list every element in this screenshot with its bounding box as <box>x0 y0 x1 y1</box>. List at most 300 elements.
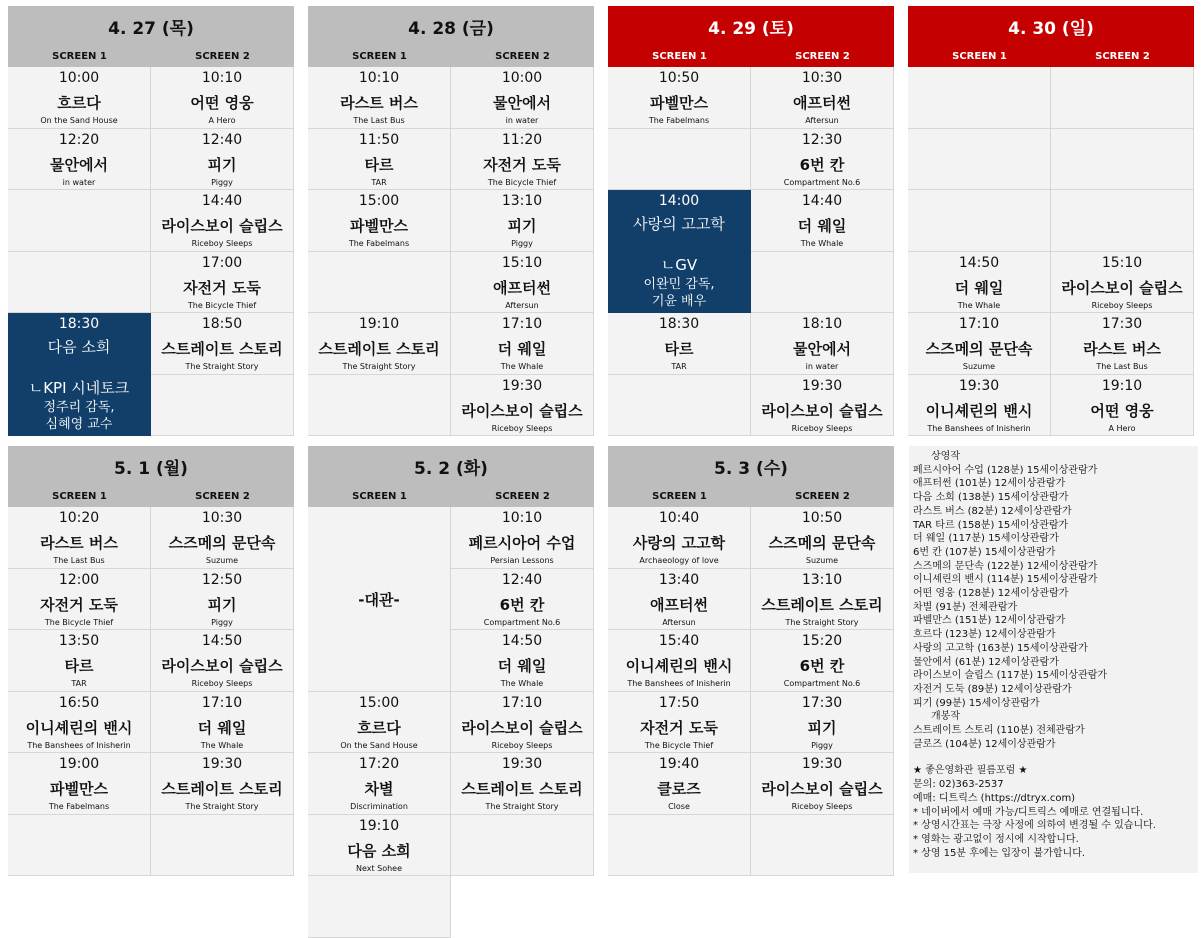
day-panel <box>608 446 894 871</box>
film-title: 타르 <box>664 340 694 358</box>
showtime: 17:10 <box>501 694 543 711</box>
film-english-title: The Bicycle Thief <box>44 617 114 627</box>
showtime: 19:30 <box>958 377 1000 394</box>
film-english-title: The Straight Story <box>342 362 416 371</box>
film-english-title: The Fabelmans <box>348 239 410 248</box>
film-english-title: The Banshees of Inisherin <box>627 679 731 688</box>
empty-slot <box>308 252 451 314</box>
showtime: 15:20 <box>801 633 843 649</box>
film-english-title: TAR <box>71 679 87 688</box>
day-panel <box>308 6 594 431</box>
showtime: 13:10 <box>801 571 843 588</box>
film-english-title: The Last Bus <box>1096 362 1148 371</box>
film-title: 스즈메의 문단속 <box>768 534 876 552</box>
day-header: 5. 2 (화) <box>308 446 594 486</box>
showtime-cell <box>751 753 894 815</box>
film-english-title: On the Sand House <box>40 116 118 125</box>
film-title: 라이스보이 슬립스 <box>461 718 583 737</box>
showtime-cell <box>908 375 1051 437</box>
showtime: 13:40 <box>658 571 700 588</box>
showtime: 19:10 <box>358 817 400 834</box>
showtime: 17:30 <box>1101 316 1143 332</box>
film-title: 페르시아어 수업 <box>468 534 576 552</box>
screen-header <box>308 46 594 67</box>
film-title: 자전거 도둑 <box>640 718 718 737</box>
film-title: 6번 칸 <box>799 155 845 174</box>
footer-line: ★ 좋은영화관 필름포럼 ★ <box>913 765 1028 777</box>
screen-label: SCREEN 1 <box>52 51 107 62</box>
day-header: 4. 30 (일) <box>908 6 1194 46</box>
film-english-title: The Whale <box>800 239 844 248</box>
showtime: 15:10 <box>501 254 543 271</box>
screen-label: SCREEN 2 <box>795 51 850 62</box>
film-title: 라스트 버스 <box>40 534 118 552</box>
showtime-cell <box>151 190 294 252</box>
showtime: 18:30 <box>58 316 100 332</box>
showtime-cell <box>8 692 151 754</box>
showtime-cell <box>908 313 1051 375</box>
film-title: 물안에서 <box>493 94 551 112</box>
film-english-title: The Straight Story <box>185 362 259 371</box>
showtime: 15:10 <box>1101 254 1143 271</box>
film-title: 6번 칸 <box>799 657 845 675</box>
film-english-title: On the Sand House <box>340 740 418 750</box>
film-title: 흐르다 <box>57 94 101 112</box>
showtime-cell <box>751 67 894 129</box>
event-guest: 이완민 감독, <box>643 277 715 292</box>
showtime: 10:00 <box>501 70 543 86</box>
showtime-cell <box>151 67 294 129</box>
showtime: 11:20 <box>501 131 543 148</box>
showtime: 15:00 <box>358 694 400 711</box>
showtime: 17:30 <box>801 694 843 711</box>
showtime-cell <box>451 569 594 631</box>
film-english-title: The Banshees of Inisherin <box>927 423 1031 433</box>
screening-line: 물안에서 (61분) 12세이상관람가 <box>913 656 1059 668</box>
film-english-title: Riceboy Sleeps <box>191 239 253 248</box>
film-title: 애프터썬 <box>493 278 551 297</box>
showtime: 17:00 <box>201 254 243 271</box>
film-english-title: The Whale <box>500 362 544 371</box>
film-title: 더 웨일 <box>497 340 547 358</box>
film-english-title: Piggy <box>211 177 233 187</box>
showtime-cell <box>751 190 894 252</box>
event-screening <box>8 313 151 436</box>
footer-line: * 상영시간표는 극장 사정에 의하여 변경될 수 있습니다. <box>913 820 1156 832</box>
screen-label: SCREEN 2 <box>1095 51 1150 62</box>
showtime: 17:20 <box>358 756 400 772</box>
film-title: 6번 칸 <box>499 595 545 614</box>
showtime-cell <box>751 569 894 631</box>
showtime: 14:40 <box>201 193 243 209</box>
empty-slot <box>451 815 594 877</box>
showtime: 19:30 <box>801 377 843 394</box>
film-title: 이니셰린의 밴시 <box>25 718 133 737</box>
film-english-title: TAR <box>671 362 687 371</box>
showtime: 19:00 <box>58 756 100 772</box>
showtime-cell <box>151 507 294 569</box>
showtime: 10:50 <box>801 510 843 526</box>
empty-slot <box>908 129 1051 191</box>
showtime-cell <box>308 692 451 754</box>
showtime-cell <box>8 129 151 191</box>
showtime-cell <box>151 313 294 375</box>
showtime-cell <box>608 753 751 815</box>
screening-line: 자전거 도둑 (89분) 12세이상관람가 <box>913 683 1072 695</box>
event-guest: 기윤 배우 <box>651 294 707 309</box>
footer-line: * 네이버에서 예매 가능/디트릭스 예매로 연결됩니다. <box>913 806 1144 818</box>
footer-line: * 영화는 광고없이 정시에 시작합니다. <box>913 833 1079 845</box>
screening-line: 흐르다 (123분) 12세이상관람가 <box>913 629 1056 641</box>
empty-slot <box>751 815 894 877</box>
empty-slot <box>151 375 294 437</box>
showtime-cell <box>751 692 894 754</box>
film-title: 피기 <box>807 718 837 737</box>
film-title: 피기 <box>507 217 537 235</box>
screen-label: SCREEN 1 <box>352 51 407 62</box>
film-title: 자전거 도둑 <box>40 595 118 614</box>
film-title: 어떤 영웅 <box>190 94 254 112</box>
film-title: 스트레이트 스토리 <box>461 780 583 798</box>
film-title: 파벨만스 <box>350 217 408 235</box>
showtime: 15:40 <box>658 633 700 649</box>
showtime: 10:00 <box>58 70 100 86</box>
showtime: 13:50 <box>58 633 100 649</box>
showtime-cell <box>451 190 594 252</box>
film-english-title: Aftersun <box>805 116 839 125</box>
event-type: ㄴKPI 시네토크 <box>28 379 130 397</box>
showtime-cell <box>308 815 451 877</box>
film-title: 더 웨일 <box>497 657 547 675</box>
film-title: 더 웨일 <box>797 217 847 235</box>
screening-line: 차별 (91분) 전체관람가 <box>913 601 1018 613</box>
showtime: 11:50 <box>358 131 400 148</box>
showtime-cell <box>751 375 894 437</box>
film-title: 다음 소희 <box>47 338 111 356</box>
showtime: 10:20 <box>58 510 100 526</box>
film-english-title: Aftersun <box>505 300 539 310</box>
film-title: 라스트 버스 <box>340 94 418 112</box>
film-title: 스트레이트 스토리 <box>161 780 283 798</box>
showtime-cell <box>8 569 151 631</box>
showtime: 12:20 <box>58 131 100 148</box>
screening-line: 애프터썬 (101분) 12세이상관람가 <box>913 478 1066 490</box>
film-english-title: Riceboy Sleeps <box>1091 300 1153 310</box>
opening-title: 개봉작 <box>931 711 960 723</box>
screening-list <box>913 464 1195 711</box>
showtime-cell <box>608 692 751 754</box>
film-title: 파벨만스 <box>650 94 708 112</box>
screen-label: SCREEN 1 <box>52 491 107 502</box>
showtime: 12:50 <box>201 571 243 588</box>
showtime: 19:40 <box>658 756 700 772</box>
screen-label: SCREEN 2 <box>495 51 550 62</box>
showtime: 14:50 <box>958 254 1000 271</box>
info-panel <box>909 446 1198 873</box>
showtime-cell <box>8 753 151 815</box>
film-title: 물안에서 <box>793 340 851 358</box>
film-title: 라이스보이 슬립스 <box>461 401 583 420</box>
film-english-title: The Fabelmans <box>48 802 110 811</box>
film-title: 이니셰린의 밴시 <box>625 657 733 675</box>
event-guest: 심혜영 교수 <box>45 417 113 432</box>
film-english-title: Riceboy Sleeps <box>491 740 553 750</box>
film-english-title: The Banshees of Inisherin <box>27 740 131 750</box>
film-title: 타르 <box>364 155 394 174</box>
film-title: 스트레이트 스토리 <box>318 340 440 358</box>
film-english-title: in water <box>805 362 839 371</box>
film-english-title: Persian Lessons <box>490 556 554 565</box>
film-english-title: Discrimination <box>350 802 408 811</box>
empty-slot <box>908 67 1051 129</box>
showtime: 19:30 <box>801 756 843 772</box>
showtime: 12:40 <box>501 571 543 588</box>
screening-line: 사랑의 고고학 (163분) 15세이상관람가 <box>913 642 1088 654</box>
showtime: 14:40 <box>801 193 843 209</box>
empty-slot <box>908 190 1051 252</box>
showtime-cell <box>308 190 451 252</box>
film-english-title: Riceboy Sleeps <box>791 423 853 433</box>
showtime-cell <box>151 753 294 815</box>
film-english-title: The Whale <box>200 740 244 750</box>
showtime-cell <box>308 129 451 191</box>
day-panel <box>8 446 294 871</box>
empty-slot <box>8 190 151 252</box>
film-title: 다음 소희 <box>347 841 411 860</box>
empty-slot <box>608 129 751 191</box>
showtime-cell <box>8 507 151 569</box>
screening-line: 6번 칸 (107분) 15세이상관람가 <box>913 546 1056 558</box>
showtime-cell <box>608 507 751 569</box>
showtime: 18:10 <box>801 316 843 332</box>
showtime-cell <box>1051 252 1194 314</box>
showtime-cell <box>451 252 594 314</box>
opening-line: 클로즈 (104분) 12세이상관람가 <box>913 738 1056 750</box>
film-title: 라이스보이 슬립스 <box>161 657 283 675</box>
day-header: 5. 3 (수) <box>608 446 894 486</box>
showtime-cell <box>608 569 751 631</box>
opening-line: 스트레이트 스토리 (110분) 전체관람가 <box>913 725 1085 737</box>
showtime: 19:30 <box>501 756 543 772</box>
empty-slot <box>308 375 451 437</box>
showtime: 10:30 <box>201 510 243 526</box>
screen-label: SCREEN 1 <box>652 51 707 62</box>
film-title: 애프터썬 <box>650 595 708 614</box>
screen-label: SCREEN 1 <box>652 491 707 502</box>
screening-title: 상영작 <box>931 451 960 462</box>
film-title: 스즈메의 문단속 <box>925 340 1033 358</box>
day-panel <box>308 446 594 871</box>
empty-slot <box>308 876 451 938</box>
showtime-cell <box>8 630 151 692</box>
showtime-cell <box>308 753 451 815</box>
showtime: 17:10 <box>501 316 543 332</box>
showtime-cell <box>151 569 294 631</box>
showtime: 19:30 <box>501 377 543 394</box>
film-english-title: Piggy <box>511 239 533 248</box>
showtime: 14:00 <box>658 193 700 209</box>
screen-header <box>8 486 294 507</box>
film-title: 라이스보이 슬립스 <box>761 780 883 798</box>
film-english-title: Next Sohee <box>355 863 403 873</box>
screen-label: SCREEN 2 <box>195 491 250 502</box>
screen-header <box>908 46 1194 67</box>
showtime-cell <box>751 507 894 569</box>
film-english-title: The Fabelmans <box>648 116 710 125</box>
event-guest: 정주리 감독, <box>43 400 115 415</box>
footer-line: * 상영 15분 후에는 입장이 불가합니다. <box>913 847 1086 859</box>
footer-line: 예매: 디트릭스 (https://dtryx.com) <box>913 792 1076 804</box>
screen-label: SCREEN 2 <box>795 491 850 502</box>
film-english-title: Close <box>668 802 690 811</box>
showtime-cell <box>451 375 594 437</box>
showtime-cell <box>308 313 451 375</box>
film-english-title: Piggy <box>811 740 833 750</box>
showtime: 12:00 <box>58 571 100 588</box>
film-english-title: The Bicycle Thief <box>644 740 714 750</box>
film-title: 라이스보이 슬립스 <box>161 217 283 235</box>
empty-slot <box>1051 67 1194 129</box>
screening-line: 다음 소희 (138분) 15세이상관람가 <box>913 492 1069 504</box>
showtime: 17:50 <box>658 694 700 711</box>
empty-slot <box>608 375 751 437</box>
screen-label: SCREEN 2 <box>195 51 250 62</box>
opening-list <box>913 724 1195 751</box>
showtime-cell <box>751 630 894 692</box>
showtime-cell <box>451 313 594 375</box>
showtime: 19:10 <box>1101 377 1143 394</box>
screen-header <box>608 486 894 507</box>
film-title: 스즈메의 문단속 <box>168 534 276 552</box>
film-english-title: Riceboy Sleeps <box>791 802 853 811</box>
showtime-cell <box>608 313 751 375</box>
film-english-title: Suzume <box>205 556 239 565</box>
showtime-cell <box>608 630 751 692</box>
showtime: 10:10 <box>201 70 243 86</box>
showtime: 14:50 <box>201 633 243 649</box>
film-title: 더 웨일 <box>197 718 247 737</box>
closed-slot <box>308 507 451 692</box>
showtime: 10:10 <box>501 510 543 526</box>
film-title: 타르 <box>64 657 94 675</box>
day-panel <box>908 6 1194 431</box>
showtime: 12:40 <box>201 131 243 148</box>
event-type: ㄴGV <box>660 256 698 274</box>
film-english-title: TAR <box>371 177 387 187</box>
day-header: 4. 28 (금) <box>308 6 594 46</box>
film-title: 라스트 버스 <box>1083 340 1161 358</box>
showtime-cell <box>1051 375 1194 437</box>
screen-label: SCREEN 1 <box>352 491 407 502</box>
showtime: 10:10 <box>358 70 400 86</box>
screening-line: 페르시아어 수업 (128분) 15세이상관람가 <box>913 464 1098 476</box>
film-title: 피기 <box>207 595 237 614</box>
film-title: 이니셰린의 밴시 <box>925 401 1033 420</box>
showtime-cell <box>451 67 594 129</box>
day-header: 5. 1 (월) <box>8 446 294 486</box>
showtime: 10:40 <box>658 510 700 526</box>
film-english-title: Suzume <box>962 362 996 371</box>
showtime-cell <box>8 67 151 129</box>
showtime: 17:10 <box>201 694 243 711</box>
showtime: 19:30 <box>201 756 243 772</box>
film-english-title: The Straight Story <box>485 802 559 811</box>
showtime: 18:50 <box>201 316 243 332</box>
closed-label: -대관- <box>358 591 400 610</box>
film-title: 피기 <box>207 155 237 174</box>
footer-notes <box>913 764 1195 860</box>
film-english-title: Archaeology of love <box>639 556 719 565</box>
film-english-title: Compartment No.6 <box>783 679 861 688</box>
screen-header <box>8 46 294 67</box>
showtime-cell <box>308 67 451 129</box>
film-title: 물안에서 <box>50 155 108 174</box>
film-title: 스트레이트 스토리 <box>761 595 883 614</box>
film-english-title: Aftersun <box>662 617 696 627</box>
showtime: 16:50 <box>58 694 100 711</box>
showtime-cell <box>908 252 1051 314</box>
screen-header <box>308 486 594 507</box>
film-title: 라이스보이 슬립스 <box>1061 278 1183 297</box>
film-english-title: The Bicycle Thief <box>187 300 257 310</box>
showtime: 10:50 <box>658 70 700 86</box>
showtime-cell <box>151 252 294 314</box>
film-title: 차별 <box>364 780 394 798</box>
film-title: 자전거 도둑 <box>483 155 561 174</box>
film-title: 라이스보이 슬립스 <box>761 401 883 420</box>
empty-slot <box>1051 129 1194 191</box>
film-english-title: The Last Bus <box>353 116 405 125</box>
empty-slot <box>1051 190 1194 252</box>
showtime-cell <box>151 129 294 191</box>
film-english-title: The Bicycle Thief <box>487 177 557 187</box>
showtime: 10:30 <box>801 70 843 86</box>
film-title: 더 웨일 <box>954 278 1004 297</box>
film-english-title: Riceboy Sleeps <box>491 423 553 433</box>
film-english-title: Piggy <box>211 617 233 627</box>
showtime: 12:30 <box>801 131 843 148</box>
empty-slot <box>151 815 294 877</box>
film-english-title: Riceboy Sleeps <box>191 679 253 688</box>
film-english-title: The Last Bus <box>53 556 105 565</box>
day-panel <box>608 6 894 431</box>
screening-line: 어떤 영웅 (128분) 12세이상관람가 <box>913 588 1069 600</box>
showtime-cell <box>608 67 751 129</box>
film-english-title: Suzume <box>805 556 839 565</box>
showtime-cell <box>451 507 594 569</box>
empty-slot <box>8 815 151 877</box>
film-title: 흐르다 <box>357 718 401 737</box>
showtime: 13:10 <box>501 193 543 209</box>
showtime: 15:00 <box>358 193 400 209</box>
showtime: 14:50 <box>501 633 543 649</box>
film-title: 파벨만스 <box>50 780 108 798</box>
film-title: 사랑의 고고학 <box>632 534 726 552</box>
film-english-title: in water <box>505 116 539 125</box>
showtime-cell <box>451 129 594 191</box>
film-title: 클로즈 <box>657 780 701 798</box>
film-english-title: The Straight Story <box>185 802 259 811</box>
showtime-cell <box>151 630 294 692</box>
screening-line: 스즈메의 문단속 (122분) 12세이상관람가 <box>913 560 1098 572</box>
film-english-title: The Straight Story <box>785 617 859 627</box>
film-title: 사랑의 고고학 <box>633 215 725 233</box>
film-english-title: in water <box>62 177 96 187</box>
empty-slot <box>8 252 151 314</box>
screening-line: 피기 (99분) 15세이상관람가 <box>913 697 1040 709</box>
film-english-title: Compartment No.6 <box>483 617 561 627</box>
film-english-title: A Hero <box>208 116 236 125</box>
